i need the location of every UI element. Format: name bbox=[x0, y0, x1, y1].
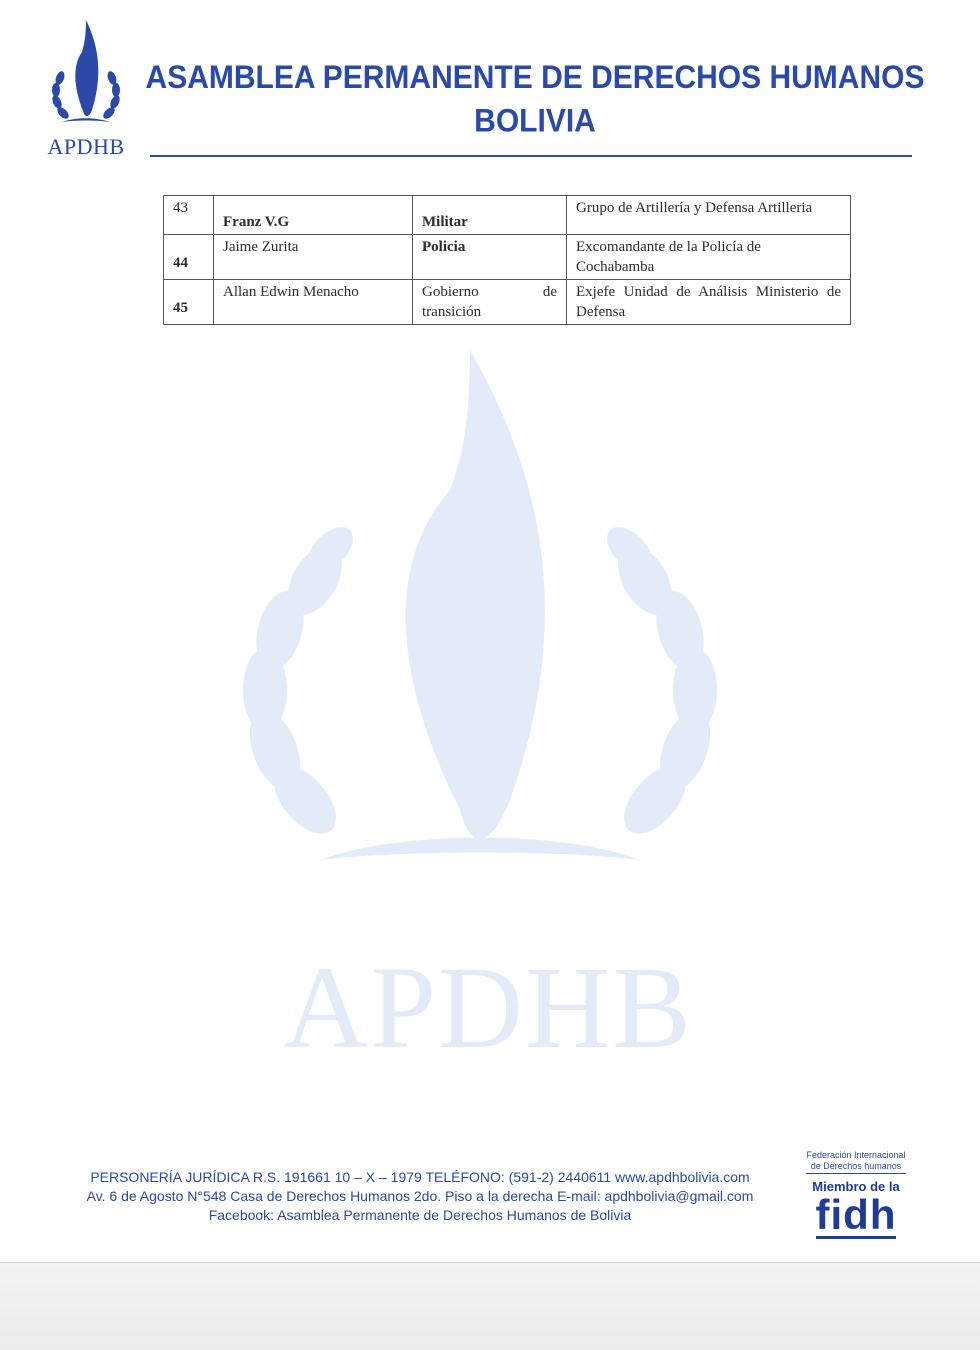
watermark-flame-laurel-icon bbox=[220, 330, 740, 930]
position-cell: Excomandante de la Policía de Cochabamba bbox=[567, 235, 851, 280]
sector-cell: Gobierno de transición bbox=[413, 280, 567, 325]
position-cell: Exjefe Unidad de Análisis Ministerio de Defensa bbox=[567, 280, 851, 325]
table-row bbox=[164, 280, 851, 325]
title-line-1: ASAMBLEA PERMANENTE DE DERECHOS HUMANOS bbox=[145, 60, 925, 96]
row-number: 45 bbox=[173, 300, 188, 316]
scan-bottom-edge bbox=[0, 1262, 980, 1350]
flame-laurel-icon bbox=[48, 18, 124, 134]
table-row bbox=[164, 235, 851, 280]
footer-contact bbox=[40, 1168, 800, 1225]
footer-line-2: Av. 6 de Agosto N°548 Casa de Derechos Humanos 2do. Piso a la derecha E-mail: apdhbolivia@gmail.com bbox=[86, 1188, 754, 1204]
organization-title bbox=[140, 57, 930, 143]
fidh-membership-badge bbox=[800, 1150, 912, 1239]
logo-text: APDHB bbox=[47, 134, 125, 159]
row-number-cell bbox=[164, 280, 214, 325]
footer-line-3: Facebook: Asamblea Permanente de Derechos Humanos de Bolivia bbox=[208, 1207, 632, 1223]
name-cell: Allan Edwin Menacho bbox=[214, 280, 413, 325]
fidh-logo-text: fidh bbox=[815, 1191, 897, 1238]
name-cell: Franz V.G bbox=[214, 196, 413, 235]
fidh-line-2: de Derechos humanos bbox=[806, 1161, 906, 1174]
sector-cell: Militar bbox=[413, 196, 567, 235]
header-divider bbox=[150, 155, 912, 157]
row-number-cell bbox=[164, 235, 214, 280]
footer-line-1: PERSONERÍA JURÍDICA R.S. 191661 10 – X – 1979 TELÉFONO: (591-2) 2440611 www.apdhbolivia.com bbox=[90, 1169, 750, 1185]
row-number-cell bbox=[164, 196, 214, 235]
name-cell: Jaime Zurita bbox=[214, 235, 413, 280]
watermark-text: APDHB bbox=[283, 942, 693, 1073]
watermark bbox=[220, 330, 740, 1073]
table-row bbox=[164, 196, 851, 235]
fidh-line-3: Miembro de la bbox=[812, 1179, 900, 1194]
apdhb-logo bbox=[38, 18, 134, 158]
fidh-line-1: Federación Internacional bbox=[806, 1150, 906, 1160]
row-number: 43 bbox=[173, 200, 188, 216]
row-number: 44 bbox=[173, 255, 188, 271]
position-cell: Grupo de Artillería y Defensa Artilleria bbox=[567, 196, 851, 235]
title-line-2: BOLIVIA bbox=[474, 103, 596, 139]
sector-cell: Policia bbox=[413, 235, 567, 280]
officials-table bbox=[163, 195, 851, 325]
